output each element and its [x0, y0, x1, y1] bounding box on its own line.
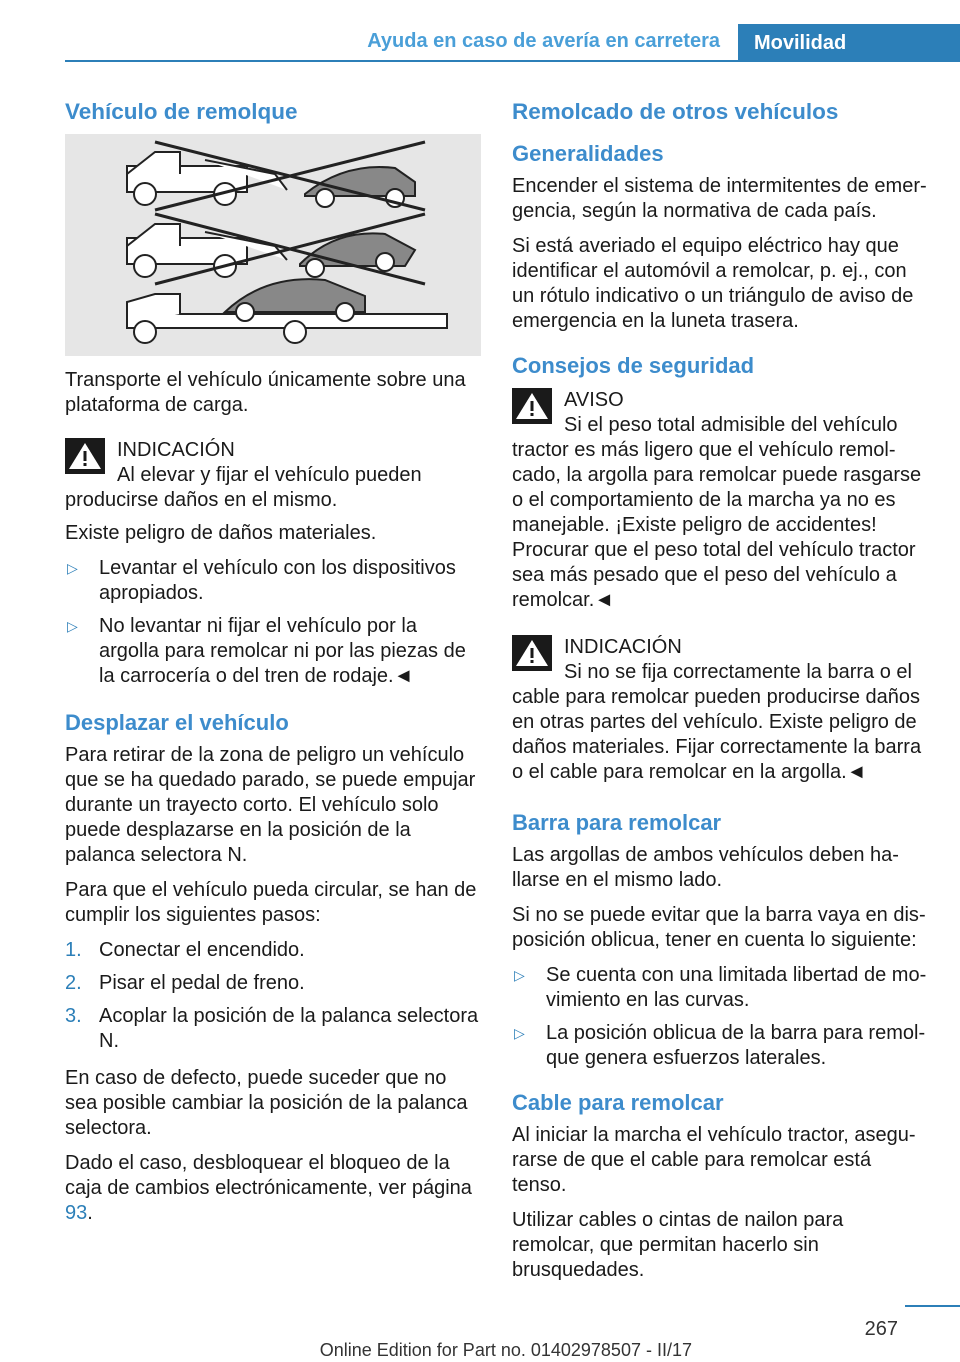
warning-triangle-icon [512, 388, 552, 424]
edition-note: Online Edition for Part no. 01402978507 - II/17 [319, 1340, 692, 1360]
subheading-tow-bar: Barra para remolcar [512, 810, 722, 835]
footer-rule [905, 1305, 960, 1307]
notice-box-right [512, 635, 930, 785]
steps-list [65, 938, 481, 1054]
header-rule [65, 60, 960, 62]
page-number: 267 [864, 1318, 898, 1340]
warning-title: AVISO [564, 389, 624, 411]
list-item: ▷ Levantar el vehículo con los dispositivos apropiados. [67, 557, 456, 604]
paragraph: Si no se puede evitar que la barra vaya en disposición oblicua, tener en cuenta lo siguiente: [512, 904, 926, 951]
notice-text: Al elevar y fijar el vehículo pueden producirse daños en el mismo. [65, 464, 422, 511]
list-item: 3. Acoplar la posición de la palanca selectora N. [65, 1005, 479, 1052]
notice-text: Si no se fija correctamente la barra o el cable para remolcar pueden producirse daños en otras partes del vehículo. Existe peligro de daños materiales. Fijar correctamente la barra o el cable para remolcar en la argolla.◄ [512, 661, 922, 783]
subheading-tow-cable: Cable para remolcar [512, 1090, 724, 1115]
figure-caption: Transporte el vehículo únicamente sobre una plataforma de carga. [65, 369, 466, 416]
tow-trucks-figure [65, 134, 481, 356]
right-column [512, 98, 930, 1293]
warning-box [512, 388, 930, 613]
warning-triangle-icon [512, 635, 552, 671]
header-chapter-tab: Movilidad [738, 24, 960, 62]
list-item: ▷ No levantar ni fijar el vehículo por la argolla para remolcar ni por las piezas de la carrocería o del tren de rodaje.◄ [67, 615, 466, 687]
list-item: 2. Pisar el pedal de freno. [65, 972, 305, 994]
triangle-bullet-icon: ▷ [67, 618, 78, 634]
section-heading-towing-others: Remolcado de otros vehículos [512, 99, 839, 124]
paragraph-with-link: Dado el caso, desbloquear el bloqueo de la caja de cambios electrónicamente, ver página 93. [65, 1152, 472, 1224]
precaution-list [65, 556, 481, 689]
page-link[interactable]: 93 [65, 1202, 88, 1224]
tow-transport-illustration [65, 134, 481, 356]
subheading-general: Generalidades [512, 141, 664, 166]
paragraph: Para que el vehículo pueda circular, se han de cumplir los siguientes pasos: [65, 879, 477, 926]
notice-title: INDICACIÓN [117, 439, 235, 461]
subheading-safety: Consejos de seguridad [512, 353, 755, 378]
paragraph: Si está averiado el equipo eléctrico hay que identificar el automóvil a remolcar, p. ej., con un rótulo indicativo o un triángulo de aviso de emergencia en la luneta trasera. [512, 235, 914, 332]
paragraph: Al iniciar la marcha el vehículo tractor, asegurarse de que el cable para remolcar está tenso. [512, 1124, 916, 1196]
paragraph: Utilizar cables o cintas de nailon para remolcar, que permitan hacerlo sin brusquedades. [512, 1209, 844, 1281]
triangle-bullet-icon: ▷ [514, 967, 525, 983]
paragraph: Encender el sistema de intermitentes de emergencia, según la normativa de cada país. [512, 175, 927, 222]
paragraph: En caso de defecto, puede suceder que no sea posible cambiar la posición de la palanca selectora. [65, 1067, 468, 1139]
tow-bar-list [512, 963, 930, 1071]
warning-triangle-icon [65, 438, 105, 474]
list-item: ▷ Se cuenta con una limitada libertad de movimiento en las curvas. [514, 964, 927, 1011]
section-heading-tow-vehicle: Vehículo de remolque [65, 99, 298, 124]
list-item: ▷ La posición oblicua de la barra para remolque genera esfuerzos laterales. [514, 1022, 926, 1069]
paragraph: Para retirar de la zona de peligro un vehículo que se ha quedado parado, se puede empujar durante un trayecto corto. El vehículo solo puede desplazarse en la posición de la palanca selectora N. [65, 744, 476, 866]
notice-box-left [65, 438, 481, 513]
notice-consequence: Existe peligro de daños materiales. [65, 522, 377, 544]
subheading-move-vehicle: Desplazar el vehículo [65, 710, 289, 735]
warning-text: Si el peso total admisible del vehículo tractor es más ligero que el vehículo remolcado, la argolla para remolcar puede rasgarse o el comportamiento de la marcha ya no es manejable. ¡Existe peligro de accidentes! Procurar que el peso total del vehículo tractor sea más pesado que el peso del vehículo a remolcar.◄ [512, 414, 922, 611]
list-item: 1. Conectar el encendido. [65, 939, 305, 961]
paragraph: Las argollas de ambos vehículos deben hallarse en el mismo lado. [512, 844, 899, 891]
triangle-bullet-icon: ▷ [67, 560, 78, 576]
notice-title: INDICACIÓN [564, 636, 682, 658]
triangle-bullet-icon: ▷ [514, 1025, 525, 1041]
left-column [65, 98, 481, 1236]
header-section-title: Ayuda en caso de avería en carretera [367, 30, 720, 52]
